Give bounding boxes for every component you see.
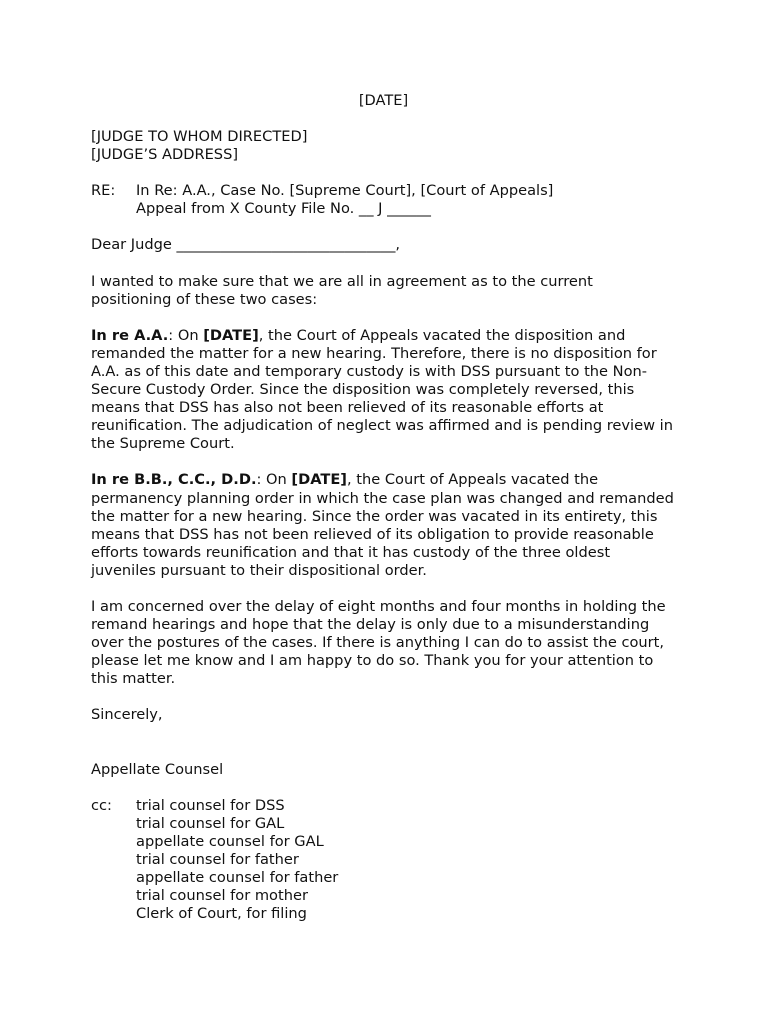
letter-date: [DATE] <box>358 92 409 109</box>
case-aa-separator: : On <box>168 326 204 344</box>
letter-body <box>91 92 676 923</box>
cc-list <box>136 797 338 924</box>
salutation: Dear Judge ______________________________, <box>91 236 401 254</box>
case-aa-title: In re A.A. <box>91 326 169 344</box>
cc-item: trial counsel for GAL <box>136 814 285 832</box>
cc-label: cc: <box>91 796 112 814</box>
case-bb-date: [DATE] <box>291 471 347 489</box>
closing: Sincerely, <box>91 706 163 724</box>
cc-item: appellate counsel for father <box>136 869 339 886</box>
cc-item: trial counsel for DSS <box>136 796 285 814</box>
cc-item: trial counsel for mother <box>136 887 308 905</box>
cc-item: Clerk of Court, for filing <box>136 905 307 923</box>
cc-item: trial counsel for father <box>136 850 299 868</box>
cc-block <box>91 797 676 924</box>
judge-address: [JUDGE’S ADDRESS] <box>91 146 239 164</box>
re-line <box>91 182 676 218</box>
address-block <box>91 128 676 164</box>
re-appeal-line: Appeal from X County File No. __ J ______ <box>136 200 431 218</box>
concern-paragraph: I am concerned over the delay of eight months and four months in holding the remand hearings and hope that the delay is only due to a misunderstanding over the postures of the cases. If there is anything I can do to assist the court, please let me know and I am happy to do so. Thank you for your attention to this matter. <box>91 597 666 688</box>
case-bb-body: , the Court of Appeals vacated the permanency planning order in which the case plan was changed and remanded the matter for a new hearing. Since the order was vacated in its entirety, this means that DSS has not been relieved of its obligation to provide reasonable efforts towards reunification and that it has custody of the three oldest juveniles pursuant to their dispositional order. <box>91 471 674 579</box>
cc-item: appellate counsel for GAL <box>136 832 324 850</box>
case-aa-paragraph <box>91 327 676 454</box>
re-details <box>136 182 553 218</box>
signature: Appellate Counsel <box>91 760 224 778</box>
case-aa-body: , the Court of Appeals vacated the disposition and remanded the matter for a new hearing. Therefore, there is no disposition for A.A. as of this date and temporary custody is with DSS pursuant to the Non-Secure Custody Order. Since the disposition was completely reversed, this means that DSS has also not been relieved of its reasonable efforts at reunification. The adjudication of neglect was affirmed and is pending review in the Supreme Court. <box>91 326 673 453</box>
re-label: RE: <box>91 182 116 200</box>
case-bb-separator: : On <box>256 471 292 489</box>
re-case-line: In Re: A.A., Case No. [Supreme Court], [Court of Appeals] <box>136 182 554 200</box>
case-bb-title: In re B.B., C.C., D.D. <box>91 471 257 489</box>
judge-name: [JUDGE TO WHOM DIRECTED] <box>91 128 308 146</box>
case-bb-paragraph <box>91 471 676 580</box>
case-aa-date: [DATE] <box>203 326 259 344</box>
intro-paragraph: I wanted to make sure that we are all in agreement as to the current positioning of these two cases: <box>91 272 593 308</box>
